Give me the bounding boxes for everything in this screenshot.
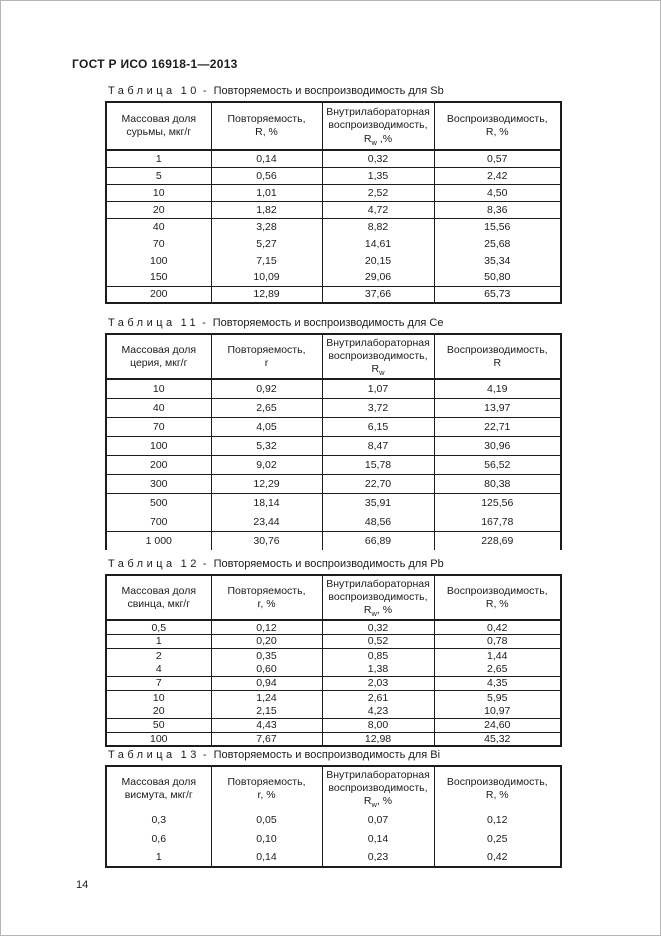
table-cell: 0,10 bbox=[211, 829, 322, 848]
column-header-reproducibility: Воспроизводимость, R bbox=[434, 334, 561, 379]
table-cell: 12,98 bbox=[322, 732, 434, 746]
header-row bbox=[106, 102, 561, 150]
table-12-body bbox=[106, 620, 561, 746]
table-cell: 20 bbox=[106, 201, 211, 218]
table-cell: 125,56 bbox=[434, 493, 561, 512]
caption-text: Повторяемость и воспроизводимость для Ce bbox=[212, 317, 444, 329]
table-cell: 0,52 bbox=[322, 634, 434, 648]
table-cell: 1,44 bbox=[434, 648, 561, 662]
table-cell: 7,67 bbox=[211, 732, 322, 746]
table-row bbox=[106, 201, 561, 218]
table-cell: 15,56 bbox=[434, 218, 561, 235]
table-row bbox=[106, 474, 561, 493]
table-cell: 66,89 bbox=[322, 531, 434, 550]
table-cell: 2,03 bbox=[322, 676, 434, 690]
table-row bbox=[106, 493, 561, 512]
table-cell: 10 bbox=[106, 184, 211, 201]
table-cell: 29,06 bbox=[322, 269, 434, 286]
table-row bbox=[106, 732, 561, 746]
table-row bbox=[106, 848, 561, 867]
table-cell: 65,73 bbox=[434, 286, 561, 303]
table-cell: 0,35 bbox=[211, 648, 322, 662]
table-10-caption bbox=[105, 85, 562, 97]
table-row bbox=[106, 455, 561, 474]
table-cell: 0,25 bbox=[434, 829, 561, 848]
table-cell: 5,32 bbox=[211, 436, 322, 455]
table-cell: 1,38 bbox=[322, 662, 434, 676]
table-cell: 100 bbox=[149, 254, 168, 267]
table-cell: 3,28 bbox=[211, 218, 322, 235]
table-cell: 8,36 bbox=[434, 201, 561, 218]
table-cell: 8,47 bbox=[322, 436, 434, 455]
table-cell: 0,42 bbox=[434, 848, 561, 867]
table-row bbox=[106, 531, 561, 550]
header-row bbox=[106, 575, 561, 620]
table-cell: 22,70 bbox=[322, 474, 434, 493]
table-cell: 0,5 bbox=[106, 620, 211, 634]
table-cell: 10,09 bbox=[211, 269, 322, 286]
table-cell: 35,34 bbox=[434, 252, 561, 269]
table-cell: 0,07 bbox=[322, 810, 434, 829]
table-cell: 0,92 bbox=[211, 379, 322, 398]
table-12-caption bbox=[105, 558, 562, 570]
table-cell: 200 bbox=[106, 455, 211, 474]
table-row bbox=[106, 648, 561, 662]
table-cell: 0,12 bbox=[434, 810, 561, 829]
column-header-reproducibility: Воспроизводимость, R, % bbox=[434, 766, 561, 810]
table-cell: 2,52 bbox=[322, 184, 434, 201]
caption-number: 13 bbox=[180, 749, 200, 761]
table-cell: 0,56 bbox=[211, 167, 322, 184]
table-cell: 40 bbox=[106, 398, 211, 417]
table-cell: 12,89 bbox=[211, 286, 322, 303]
table-cell: 100 bbox=[106, 436, 211, 455]
column-header-intralab-reproducibility: Внутрилабораторная воспроизводимость, $R_w$, % bbox=[322, 766, 434, 810]
table-cell: 9,02 bbox=[211, 455, 322, 474]
table-row bbox=[106, 398, 561, 417]
table-cell: 23,44 bbox=[211, 512, 322, 531]
caption-text: Повторяемость и воспроизводимость для Bi bbox=[213, 749, 441, 761]
table-cell: 0,32 bbox=[322, 620, 434, 634]
column-header-mass-fraction: Массовая доля сурьмы, мкг/г bbox=[106, 102, 211, 150]
table-cell: 45,32 bbox=[434, 732, 561, 746]
column-header-repeatability: Повторяемость, R, % bbox=[211, 102, 322, 150]
caption-number: 10 bbox=[180, 85, 200, 97]
caption-text: Повторяемость и воспроизводимость для Sb bbox=[213, 85, 444, 97]
caption-word: Таблица bbox=[108, 749, 176, 761]
table-row bbox=[106, 417, 561, 436]
header-row bbox=[106, 334, 561, 379]
table-row bbox=[106, 218, 561, 235]
column-header-intralab-reproducibility: Внутрилабораторная воспроизводимость, $R_w$ bbox=[322, 334, 434, 379]
table-cell: 30,96 bbox=[434, 436, 561, 455]
table-cell: 1,07 bbox=[322, 379, 434, 398]
table-cell: 1,35 bbox=[322, 167, 434, 184]
table-cell: 3,72 bbox=[322, 398, 434, 417]
table-cell: 228,69 bbox=[434, 531, 561, 550]
page-number: 14 bbox=[76, 879, 89, 891]
column-header-repeatability: Повторяемость, r bbox=[211, 334, 322, 379]
table-cell: 4,72 bbox=[322, 201, 434, 218]
table-cell: 48,56 bbox=[322, 512, 434, 531]
table-cell: 0,14 bbox=[322, 829, 434, 848]
column-header-intralab-reproducibility: Внутрилабораторная воспроизводимость, $R_w$ ,% bbox=[322, 102, 434, 150]
table-cell: 30,76 bbox=[211, 531, 322, 550]
table-cell: 0,14 bbox=[211, 848, 322, 867]
table-cell: 25,68 bbox=[434, 235, 561, 252]
table-cell: 4,43 bbox=[211, 718, 322, 732]
table-cell: 7,15 bbox=[211, 252, 322, 269]
table-cell: 5,95 bbox=[434, 690, 561, 704]
doc-title: ГОСТ Р ИСО 16918-1—2013 bbox=[72, 57, 238, 71]
table-cell: 4,50 bbox=[434, 184, 561, 201]
table-cell: 6,15 bbox=[322, 417, 434, 436]
table-13 bbox=[105, 765, 562, 868]
table-13-caption bbox=[105, 749, 562, 761]
caption-dash: - bbox=[202, 749, 207, 761]
table-cell: 5 bbox=[106, 167, 211, 184]
table-cell: 1 bbox=[106, 634, 211, 648]
table-cell: 4,35 bbox=[434, 676, 561, 690]
table-cell: 70 bbox=[106, 417, 211, 436]
caption-word: Таблица bbox=[108, 317, 176, 329]
table-cell: 18,14 bbox=[211, 493, 322, 512]
table-row bbox=[106, 810, 561, 829]
table-cell: 100 bbox=[149, 733, 168, 746]
caption-number: 12 bbox=[180, 558, 200, 570]
table-cell: 12,29 bbox=[211, 474, 322, 493]
table-11-body bbox=[106, 379, 561, 550]
table-cell: 1,82 bbox=[211, 201, 322, 218]
table-cell: 8,00 bbox=[322, 718, 434, 732]
table-cell: 2,15 bbox=[211, 704, 322, 718]
table-row bbox=[106, 676, 561, 690]
table-cell: 7 bbox=[106, 676, 211, 690]
table-cell: 0,57 bbox=[434, 150, 561, 167]
column-header-intralab-reproducibility: Внутрилабораторная воспроизводимость, $R_w$, % bbox=[322, 575, 434, 620]
caption-dash: - bbox=[202, 85, 207, 97]
table-cell: 300 bbox=[106, 474, 211, 493]
table-cell: 200 bbox=[149, 288, 168, 301]
table-cell: 4 bbox=[106, 662, 211, 676]
table-row bbox=[106, 235, 561, 252]
table-cell: 10,97 bbox=[434, 704, 561, 718]
table-12 bbox=[105, 574, 562, 747]
table-cell: 37,66 bbox=[322, 286, 434, 303]
column-header-mass-fraction: Массовая доля свинца, мкг/г bbox=[106, 575, 211, 620]
table-cell: 0,42 bbox=[434, 620, 561, 634]
table-row bbox=[106, 662, 561, 676]
caption-text: Повторяемость и воспроизводимость для Pb bbox=[213, 558, 444, 570]
table-10-body bbox=[106, 150, 561, 303]
table-row bbox=[106, 379, 561, 398]
table-cell: 0,3 bbox=[151, 813, 167, 826]
table-row bbox=[106, 252, 561, 269]
table-cell: 2,65 bbox=[211, 398, 322, 417]
table-cell: 2,65 bbox=[434, 662, 561, 676]
table-row bbox=[106, 690, 561, 704]
table-cell: 1 bbox=[106, 150, 211, 167]
column-header-mass-fraction: Массовая доля висмута, мкг/г bbox=[121, 775, 197, 801]
table-cell: 20,15 bbox=[322, 252, 434, 269]
table-cell: 700 bbox=[106, 512, 211, 531]
column-header-repeatability: Повторяемость, r, % bbox=[211, 575, 322, 620]
table-cell: 0,20 bbox=[211, 634, 322, 648]
table-cell: 1 000 bbox=[145, 535, 172, 548]
table-row bbox=[106, 167, 561, 184]
table-cell: 35,91 bbox=[322, 493, 434, 512]
table-cell: 15,78 bbox=[322, 455, 434, 474]
table-cell: 13,97 bbox=[434, 398, 561, 417]
table-cell: 80,38 bbox=[434, 474, 561, 493]
table-cell: 4,19 bbox=[434, 379, 561, 398]
caption-dash: - bbox=[202, 317, 206, 329]
table-cell: 2,61 bbox=[322, 690, 434, 704]
table-row bbox=[106, 718, 561, 732]
table-cell: 0,6 bbox=[151, 832, 167, 845]
table-cell: 0,60 bbox=[211, 662, 322, 676]
table-cell: 0,85 bbox=[322, 648, 434, 662]
table-13-body bbox=[106, 810, 561, 867]
column-header-reproducibility: Воспроизводимость, R, % bbox=[434, 575, 561, 620]
table-cell: 0,14 bbox=[211, 150, 322, 167]
table-row bbox=[106, 634, 561, 648]
table-13-section bbox=[105, 749, 562, 868]
table-cell: 8,82 bbox=[322, 218, 434, 235]
column-header-repeatability: Повторяемость, r, % bbox=[211, 766, 322, 810]
table-row bbox=[106, 286, 561, 303]
table-cell: 50 bbox=[106, 718, 211, 732]
table-cell: 167,78 bbox=[434, 512, 561, 531]
table-row bbox=[106, 620, 561, 634]
table-cell: 1,01 bbox=[211, 184, 322, 201]
table-cell: 10 bbox=[106, 379, 211, 398]
table-cell: 0,23 bbox=[322, 848, 434, 867]
table-cell: 24,60 bbox=[434, 718, 561, 732]
table-cell: 0,05 bbox=[211, 810, 322, 829]
table-cell: 14,61 bbox=[322, 235, 434, 252]
header-row bbox=[106, 766, 561, 810]
table-row bbox=[106, 704, 561, 718]
table-cell: 56,52 bbox=[434, 455, 561, 474]
column-header-reproducibility: Воспроизводимость, R, % bbox=[434, 102, 561, 150]
caption-word: Таблица bbox=[108, 85, 176, 97]
table-11-section bbox=[105, 317, 562, 550]
table-cell: 70 bbox=[152, 237, 165, 250]
table-cell: 50,80 bbox=[434, 269, 561, 286]
table-12-section bbox=[105, 558, 562, 747]
table-10-section bbox=[105, 85, 562, 304]
table-row bbox=[106, 150, 561, 167]
table-row bbox=[106, 436, 561, 455]
table-row bbox=[106, 269, 561, 286]
table-row bbox=[106, 829, 561, 848]
table-cell: 500 bbox=[149, 497, 168, 510]
table-cell: 1 bbox=[155, 851, 162, 864]
table-cell: 2 bbox=[155, 649, 162, 662]
table-cell: 22,71 bbox=[434, 417, 561, 436]
table-cell: 2,42 bbox=[434, 167, 561, 184]
table-cell: 0,32 bbox=[322, 150, 434, 167]
table-cell: 4,05 bbox=[211, 417, 322, 436]
table-cell: 0,12 bbox=[211, 620, 322, 634]
table-cell: 20 bbox=[106, 704, 211, 718]
table-cell: 1,24 bbox=[211, 690, 322, 704]
table-11 bbox=[105, 333, 562, 550]
table-cell: 0,94 bbox=[211, 676, 322, 690]
table-row bbox=[106, 184, 561, 201]
caption-dash: - bbox=[202, 558, 207, 570]
table-cell: 150 bbox=[106, 269, 211, 286]
column-header-mass-fraction: Массовая доля церия, мкг/г bbox=[106, 334, 211, 379]
caption-word: Таблица bbox=[108, 558, 176, 570]
table-row bbox=[106, 512, 561, 531]
table-11-caption bbox=[105, 317, 562, 329]
table-cell: 10 bbox=[152, 691, 165, 704]
table-cell: 0,78 bbox=[434, 634, 561, 648]
table-cell: 5,27 bbox=[211, 235, 322, 252]
table-10 bbox=[105, 101, 562, 304]
table-cell: 40 bbox=[152, 220, 165, 233]
table-cell: 4,23 bbox=[322, 704, 434, 718]
caption-number: 11 bbox=[180, 317, 200, 329]
